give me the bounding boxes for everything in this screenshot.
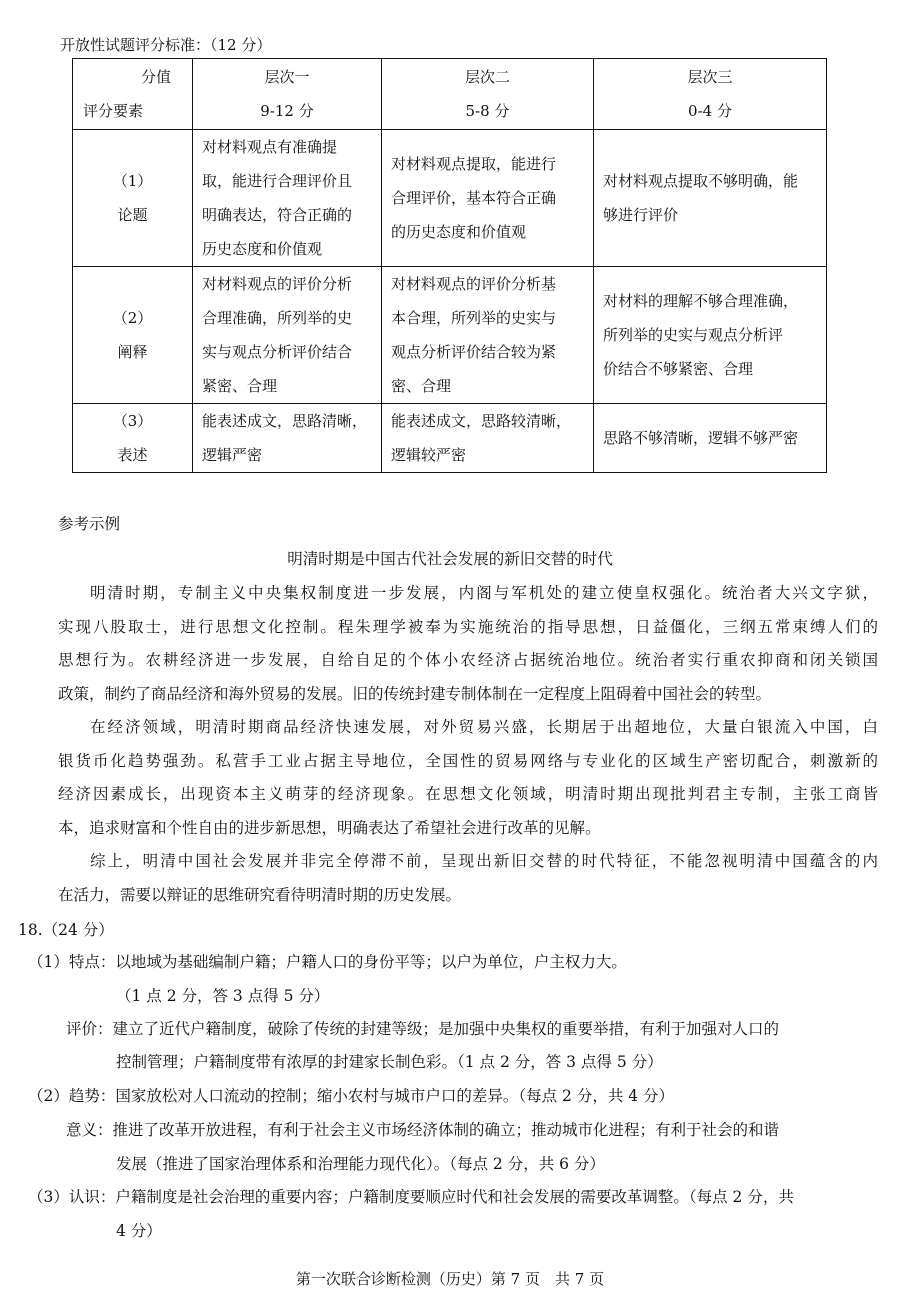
criterion-label: 阐释 [117,343,148,361]
level-3-score: 0-4 分 [688,102,732,120]
answer-2-significance [66,1114,779,1147]
rubric-table [72,58,827,473]
level-1-header [193,59,382,130]
answer-label: 评价： [66,1020,113,1038]
cell-line: 对材料观点有准确提 [202,138,338,156]
criterion-label: 论题 [117,206,148,224]
cell-line: 能表述成文，思路较清晰， [391,412,572,430]
corner-criteria-label: 评分要素 [83,102,144,120]
criterion-label: 表述 [117,446,148,464]
rubric-header-row [73,59,827,130]
level-2-cell [382,130,594,267]
cell-line: 紧密、合理 [202,377,278,395]
level-1-cell [193,404,382,473]
answer-text: 推进了改革开放进程，有利于社会主义市场经济体制的确立；推动城市化进程；有利于社会的和谐 [112,1121,780,1139]
answer-1-evaluation-cont: 控制管理；户籍制度带有浓厚的封建家长制色彩。（1 点 2 分，答 3 点得 5 分） [116,1053,663,1071]
criterion-cell [73,130,193,267]
cell-line: 对材料的理解不够合理准确， [603,292,799,310]
criterion-cell [73,267,193,404]
cell-line: 对材料观点提取，能进行 [391,155,557,173]
criterion-number: （1） [112,172,153,190]
level-2-name: 层次二 [464,68,510,86]
level-2-score: 5-8 分 [465,102,510,120]
cell-line: 密、合理 [391,377,452,395]
answer-text: 户籍制度是社会治理的重要内容；户籍制度要顺应时代和社会发展的需要改革调整。（每点 2 分，共 [115,1188,794,1206]
cell-line: 对材料观点的评价分析 [202,275,353,293]
level-3-cell [594,130,827,267]
cell-line: 价结合不够紧密、合理 [603,360,754,378]
question-18-heading: 18.（24 分） [18,921,114,939]
cell-line: 够进行评价 [603,206,679,224]
paragraph-line: 在活力，需要以辩证的思维研究看待明清时期的历史发展。 [58,885,462,904]
level-3-cell [594,404,827,473]
cell-line: 明确表达，符合正确的 [202,206,353,224]
cell-line: 逻辑较严密 [391,446,467,464]
level-2-cell [382,404,594,473]
essay-paragraph-2 [58,711,878,845]
corner-score-label: 分值 [141,68,172,86]
criterion-cell [73,404,193,473]
paragraph-line: 明清时期，专制主义中央集权制度进一步发展，内阁与军机处的建立使皇权强化。统治者大兴文字狱， [90,584,878,602]
paragraph-line: 综上，明清中国社会发展并非完全停滞不前，呈现出新旧交替的时代特征，不能忽视明清中国蕴含的内 [90,852,878,870]
level-2-cell [382,267,594,404]
cell-line: 对材料观点提取不够明确，能 [603,172,799,190]
essay-paragraph-3 [58,845,878,912]
answer-text: 以地域为基础编制户籍；户籍人口的身份平等；以户为单位，户主权力大。 [115,953,627,971]
level-2-header [382,59,594,130]
answer-text: 国家放松对人口流动的控制；缩小农村与城市户口的差异。（每点 2 分，共 4 分） [115,1087,675,1105]
paragraph-line: 在经济领域，明清时期商品经济快速发展，对外贸易兴盛，长期居于出超地位，大量白银流入中国，白 [90,718,878,736]
cell-line: 能表述成文，思路清晰， [202,412,368,430]
answer-3-understanding [28,1181,794,1214]
cell-line: 的历史态度和价值观 [391,223,527,241]
level-1-cell [193,130,382,267]
answer-3-understanding-cont: 4 分） [116,1222,162,1240]
criterion-number: （2） [112,309,153,327]
cell-line: 合理评价，基本符合正确 [391,189,557,207]
paragraph-line: 政策，制约了商品经济和海外贸易的发展。旧的传统封建专制体制在一定程度上阻碍着中国社会的转型。 [58,684,772,703]
cell-line: 合理准确，所列举的史 [202,309,353,327]
answer-1-score: （1 点 2 分，答 3 点得 5 分） [116,987,330,1005]
level-1-score: 9-12 分 [260,102,314,120]
paragraph-line: 本，追求财富和个性自由的进步新思想，明确表达了希望社会进行改革的见解。 [58,818,601,837]
level-3-name: 层次三 [687,68,733,86]
rubric-row-expression [73,404,827,473]
level-3-cell [594,267,827,404]
cell-line: 思路不够清晰，逻辑不够严密 [603,429,799,447]
criterion-number: （3） [112,412,153,430]
answer-label: （3）认识： [28,1188,116,1206]
page-footer: 第一次联合诊断检测（历史）第 7 页 共 7 页 [295,1270,605,1288]
answer-2-trend [28,1080,674,1113]
cell-line: 取，能进行合理评价且 [202,172,353,190]
answer-1-features [28,946,627,979]
level-1-name: 层次一 [264,68,310,86]
answer-label: （1）特点： [28,953,116,971]
cell-line: 所列举的史实与观点分析评 [603,326,784,344]
answer-2-significance-cont: 发展（推进了国家治理体系和治理能力现代化）。（每点 2 分，共 6 分） [116,1155,605,1173]
cell-line: 观点分析评价结合较为紧 [391,343,557,361]
answer-label: 意义： [66,1121,113,1139]
essay-paragraph-1 [58,577,878,711]
rubric-title: 开放性试题评分标准：（12 分） [60,36,272,54]
paragraph-line: 银货币化趋势强劲。私营手工业占据主导地位，全国性的贸易网络与专业化的区域生产密切配合，刺激新的 [58,751,878,770]
example-heading: 参考示例 [58,515,121,533]
cell-line: 历史态度和价值观 [202,240,323,258]
paragraph-line: 思想行为。农耕经济进一步发展，自给自足的个体小农经济占据统治地位。统治者实行重农抑商和闭关锁国 [58,651,878,669]
answer-label: （2）趋势： [28,1087,116,1105]
answer-text: 建立了近代户籍制度，破除了传统的封建等级；是加强中央集权的重要举措，有利于加强对人口的 [112,1020,780,1038]
paragraph-line: 经济因素成长，出现资本主义萌芽的经济现象。在思想文化领域，明清时期出现批判君主专制，主张工商皆 [58,785,878,803]
rubric-corner-cell [73,59,193,130]
cell-line: 逻辑严密 [202,446,263,464]
level-1-cell [193,267,382,404]
answer-1-evaluation [66,1013,779,1046]
rubric-row-thesis [73,130,827,267]
level-3-header [594,59,827,130]
cell-line: 对材料观点的评价分析基 [391,275,557,293]
cell-line: 实与观点分析评价结合 [202,343,353,361]
rubric-row-explanation [73,267,827,404]
cell-line: 本合理，所列举的史实与 [391,309,557,327]
essay-title: 明清时期是中国古代社会发展的新旧交替的时代 [287,550,613,568]
paragraph-line: 实现八股取士，进行思想文化控制。程朱理学被奉为实施统治的指导思想，日益僵化，三纲五常束缚人们的 [58,617,878,636]
